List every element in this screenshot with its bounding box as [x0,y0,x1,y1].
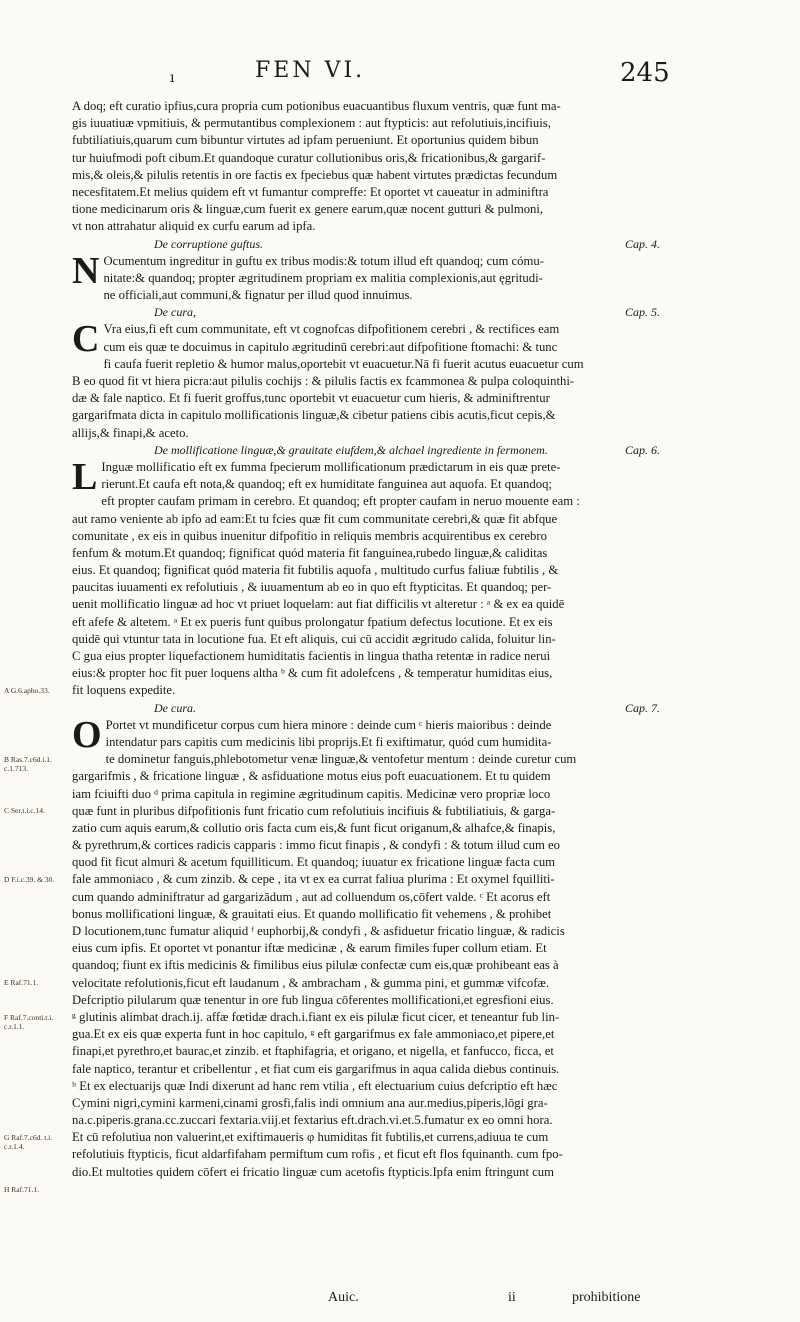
text-line [72,425,664,442]
chapter-heading [72,442,664,459]
text-line [72,1026,664,1043]
line-text: paucitas iuuamenti ex refolutiuis , & iuuamentum ab eo in quo eft ftypticitas. Et quandoq; per- [72,580,552,595]
line-text: B eo quod fit vt hiera picra:aut pilulis cochijs : & pilulis factis ex fcammonea & pulpa coloquinthi- [72,374,575,388]
header-mark: ı [170,70,175,86]
chapter-heading [72,236,664,253]
text-line [72,390,664,407]
text-line [72,579,664,596]
line-text: comunitate , ex eis in quibus inuenitur difpofitio in reliquis membris acquirentibus ex cerebro [72,528,547,543]
text-line [72,1009,664,1026]
line-text: fenfum & motum.Et quandoq; fignificat quód materia fit fanguinea,rubedo linguæ,& caliditas [72,545,548,560]
line-text: fale ammoniaco , & cum zinzib. & cepe , ita vt ex ea currat faliua plurima : Et oxymel fquilliti- [72,872,555,887]
text-line [72,889,664,906]
line-text: Ocumentum ingreditur in guftu ex tribus modis:& totum illud eft quandoq; cum cómu- [103,253,544,268]
line-text: fit loquens expedite. [72,683,176,698]
chapter-heading [72,700,664,717]
text-line [72,1095,664,1112]
line-text: eius:& propter hoc fit puer loquens altha ᵇ & cum fit adolefcens , & temperatur humiditas eius, [72,666,553,681]
drop-capital: O [72,713,102,756]
line-text: refolutiuis ftypticis, ficut aldarfifaham permiftum cum rofis , et ficut eft flos fquinanth. cum fpo- [72,1147,563,1162]
text-line [72,339,664,356]
line-text: Et cū refolutiua non valuerint,et exiftimaueris φ humiditas fit fubtilis,et currens,adiuua te cum [72,1130,549,1145]
line-text: Portet vt mundificetur corpus cum hiera minore : deinde cum ᶜ hieris maioribus : deinde [105,717,552,732]
text-line [72,1061,664,1078]
line-text: eius cum ipfis. Et oportet vt ponantur iftæ medicinæ , & earum fimiles fuper collum etiam. Et [72,941,547,956]
line-text: vt non attrahatur aliquid ex curfu earum ad ipfa. [72,219,316,234]
text-line [72,768,664,785]
text-line [72,1146,664,1163]
line-text: ne officiali,aut communi,& fignatur per illud quod innuimus. [103,288,413,303]
line-text: & pyrethrum,& cortices radicis capparis : immo ficut finapis , & condyfi : & totum illud cum eo [72,838,561,853]
text-line [72,493,664,510]
line-text: nitate:& quandoq; propter ægritudinem propriam ex malitia complexionis,aut ęgritudi- [103,270,543,285]
line-text: Inguæ mollificatio eft ex fumma fpecierum mollificationum prædictarum in eis quæ prete- [101,459,561,474]
drop-capital: C [72,318,100,361]
text-line [72,957,664,974]
line-text: eius. Et quandoq; fignificat quód materia fit fubtilis aquofa , multitudo curfus faliuæ fubtilis , & [72,563,559,578]
text-line [72,270,664,287]
chapter-title: De mollificatione linguæ,& grauitate eiufdem,& alchael ingrediente in fermonem. [154,442,548,457]
line-text: quod fit ficut almuri & acetum fquilliticum. Et quandoq; iuuatur ex fricatione linguæ facta cum [72,855,556,870]
drop-capital: N [72,249,100,292]
line-text: cum eis quæ te docuimus in capitulo ægritudinū cerebri:aut difpofitione ftomachi: & tunc [103,339,558,354]
text-line [72,734,664,751]
text-line [72,184,664,201]
line-text: eft afefe & altetem. ᵃ Et ex pueris funt quibus prolongatur fpatium defectus locutione. Et ex eis [72,614,553,629]
text-line [72,992,664,1009]
text-line [72,545,664,562]
chapter-number: Cap. 6. [624,442,660,457]
margin-note: E Raf.71.1. [4,978,39,988]
chapter-title: De cura, [154,305,196,320]
line-text: mis,& oleis,& pilulis retentis in ore factis ex fpeciebus quæ habent virtutes prædictas fecundum [72,167,558,182]
line-text: velocitate refolutionis,ficut eft laudanum , & ambracham , & gumma pini, et gummæ vifcofæ. [72,975,550,990]
line-text: allijs,& finapi,& aceto. [72,425,189,440]
text-line [72,562,664,579]
margin-note: C Ser.t.i.c.14. [4,806,45,816]
line-text: quæ funt in pluribus difpofitionis funt fricatio cum refolutiuis incifiuis & fubtiliatiuis, & garga- [72,803,556,818]
line-text: uenit mollificatio linguæ ad hoc vt priuet loquelam: aut fiat difficilis vt alteretur : ᵃ & ex ea quidē [72,597,565,612]
line-text: tione medicinarum oris & linguæ,cum fuerit ex genere earum,quæ nocent gutturi & pulmoni, [72,202,544,217]
text-line [72,476,664,493]
line-text: tur huiufmodi poft cibum.Et quandoque curatur collutionibus oris,& fricationibus,& gargarif- [72,150,546,165]
text-line [72,631,664,648]
line-text: fi caufa fuerit repletio & humor malus,oportebit vt euacuetur.Nā fi fuerit acutus euacuetur cum [103,356,584,371]
running-title: FEN VI. [255,58,366,83]
line-text: intendatur pars capitis cum medicinis libi proprijs.Et fi exiftimatur, quód cum humidita- [105,734,552,749]
text-line [72,1112,664,1129]
chapter-title: De corruptione guftus. [154,236,263,251]
signature-mark: Auic. [328,1290,359,1305]
margin-note: G Raf.7.c6d. t.i. c.r.1.4. [4,1133,53,1151]
line-text: fubtiliatiuis,quarum cum bibuntur virtutes ad ipfam perueniunt. Et oportunius quidem bibun [72,133,539,148]
line-text: D locutionem,tunc fumatur aliquid ᶠ euphorbij,& condyfi , & asfiduetur fricatio linguæ, & radicis [72,924,565,938]
text-line [72,287,664,304]
line-text: te dominetur fanguis,phlebotometur venæ linguæ,& ventofetur mentum : deinde curetur cum [105,752,577,767]
line-text: dio.Et multoties quidem cōfert ei fricatio linguæ cum acetofis ftypticis.Ipfa enim ftringunt cum [72,1164,555,1179]
line-text: bonus mollificationi linguæ, & grauitati eius. Et quando mollificatio fit vehemens , & prohibet [72,906,552,921]
text-line [72,1043,664,1060]
line-text: dæ & fale naptico. Et fi fuerit groffus,tunc oportebit vt euacuetur cum hieris, & adminiftrentur [72,391,550,406]
line-text: ʰ Et ex electuarijs quæ Indi dixerunt ad hanc rem vtilia , eft electuarium cuius defcriptio eft hæc [72,1078,558,1093]
text-line [72,648,664,665]
chapter-number: Cap. 7. [624,700,660,715]
text-line [72,906,664,923]
text-line [72,511,664,528]
line-text: na.c.piperis.grana.cc.zuccari fextaria.viij.et fextarius eft.drach.vi.et.5.fumatur ex eo omni hora. [72,1113,553,1128]
text-line [72,820,664,837]
text-line [72,98,664,115]
text-line [72,1129,664,1146]
text-line [72,614,664,631]
line-text: aut ramo veniente ab ipfo ad eam:Et tu fcies quæ fit cum communitate cerebri,& quæ fit abfque [72,511,558,526]
line-text: quandoq; fiunt ex iftis medicinis & fimilibus eius pilulæ confectæ cum eis,quæ prohibeant eas à [72,958,559,973]
margin-note: B Ras.7.c6d.i.1. c.1.713. [4,754,52,773]
text-line [72,1078,664,1095]
drop-capital: L [72,455,98,498]
margin-note: F Raf.7.conti.t.i. c.r.1.1. [4,1012,54,1031]
text-line [72,751,664,768]
margin-notes [0,0,80,1322]
line-text: cum quando adminiftratur ad gargarizādum , aut ad colluendum os,cōfert valde. ᶜ Et acorus eft [72,889,551,904]
line-text: zatio cum aquis earum,& collutio oris facta cum eis,& funt ficut origanum,& alhafce,& finapis, [72,820,556,835]
text-line [72,975,664,992]
text-line [72,803,664,820]
page-number: 245 [620,58,670,88]
line-text: fale naptico, terantur et cribellentur , et fiat cum eis gargarifmus in aqua calida diebus continuis. [72,1061,560,1076]
line-text: finapi,et pyrethro,et baurac,et zinzib. et ftaphifagria, et origano, et nigella, et fanfucco, ficca, et [72,1044,554,1059]
text-line [72,115,664,132]
catchword: prohibitione [572,1290,641,1305]
line-text: necesfitatem.Et melius quidem eft vt fumantur compreffe: Et oportet vt caueatur in adminiftra [72,184,549,199]
text-line [72,407,664,424]
line-text: Vra eius,fi eft cum communitate, eft vt cognofcas difpofitionem cerebri , & rectifices eam [103,322,560,337]
text-line [72,596,664,613]
text-line [72,201,664,218]
line-text: Defcriptio pilularum quæ tenentur in ore fub lingua cōferentes mollificationi,et egresfioni eius. [72,992,554,1007]
line-text: rierunt.Et caufa eft nota,& quandoq; eft ex humiditate fanguinea aut aquofa. Et quandoq; [101,477,552,492]
line-text: gargarifmata dicta in capitulo mollificationis linguæ,& cibetur patiens cibis acutis,ficut cepis,& [72,408,556,423]
line-text: gargarifmis , & fricatione linguæ , & asfiduatione motus eius poft euacuationem. Et tu quidem [72,769,551,784]
chapter-heading [72,304,664,321]
text-line [72,132,664,149]
text-line [72,167,664,184]
text-line [72,665,664,682]
text-line [72,373,664,390]
page-footer [0,1290,800,1312]
text-line [72,940,664,957]
text-line [72,923,664,940]
text-line [72,854,664,871]
text-line [72,218,664,235]
text-line [72,786,664,803]
line-text: ᵍ glutinis alimbat drach.ij. affæ fœtidæ drach.i.fiant ex eis pilulæ ficut cicer, et teneantur fub lin- [72,1009,560,1024]
text-line [72,837,664,854]
line-text: eft propter caufam primam in cerebro. Et quandoq; eft propter caufam in neruo mouente eam : [101,494,580,509]
margin-note: A G.6.apho.33. [4,685,50,695]
line-text: Cymini nigri,cymini karmeni,cinami grosfi,falis indi omnium ana aur.medius,piperis,lōgi gra- [72,1095,548,1110]
line-text: gis iuuatiuæ vpmitiuis, & permutantibus complexionem : aut ftypticis: aut refolutiuis,incifiuis, [72,116,551,131]
line-text: A doq; eft curatio ipfius,cura propria cum potionibus euacuantibus fluxum ventris, quæ funt ma- [72,99,561,113]
line-text: gua.Et ex eis quæ experta funt in hoc capitulo, ᵍ eft gargarifmus ex fale ammoniaco,et pipere,et [72,1027,555,1042]
line-text: C gua eius propter liquefactionem humiditatis facientis in lingua thatha retentæ in radice nerui [72,649,551,663]
text-line [72,356,664,373]
line-text: iam fciuifti duo ᵈ prima capitula in regimine ægritudinum capitis. Medicinæ vero propriæ loco [72,786,551,801]
main-text [72,98,664,1181]
text-line [72,528,664,545]
chapter-title: De cura. [154,700,196,715]
sheet-number: ii [508,1290,516,1305]
text-line [72,871,664,888]
chapter-number: Cap. 5. [624,305,660,320]
margin-note: D F.i.c.39. & 30. [4,875,55,884]
text-line [72,682,664,699]
text-line [72,1164,664,1181]
line-text: quidē qui vtuntur tata in locutione fua. Et eft aliquis, cui cū accidit ægritudo calida, foluitur lin- [72,631,556,646]
running-header [0,58,800,98]
text-line [72,150,664,167]
margin-note: H Raf.71.1. [4,1184,39,1194]
chapter-number: Cap. 4. [624,236,660,251]
